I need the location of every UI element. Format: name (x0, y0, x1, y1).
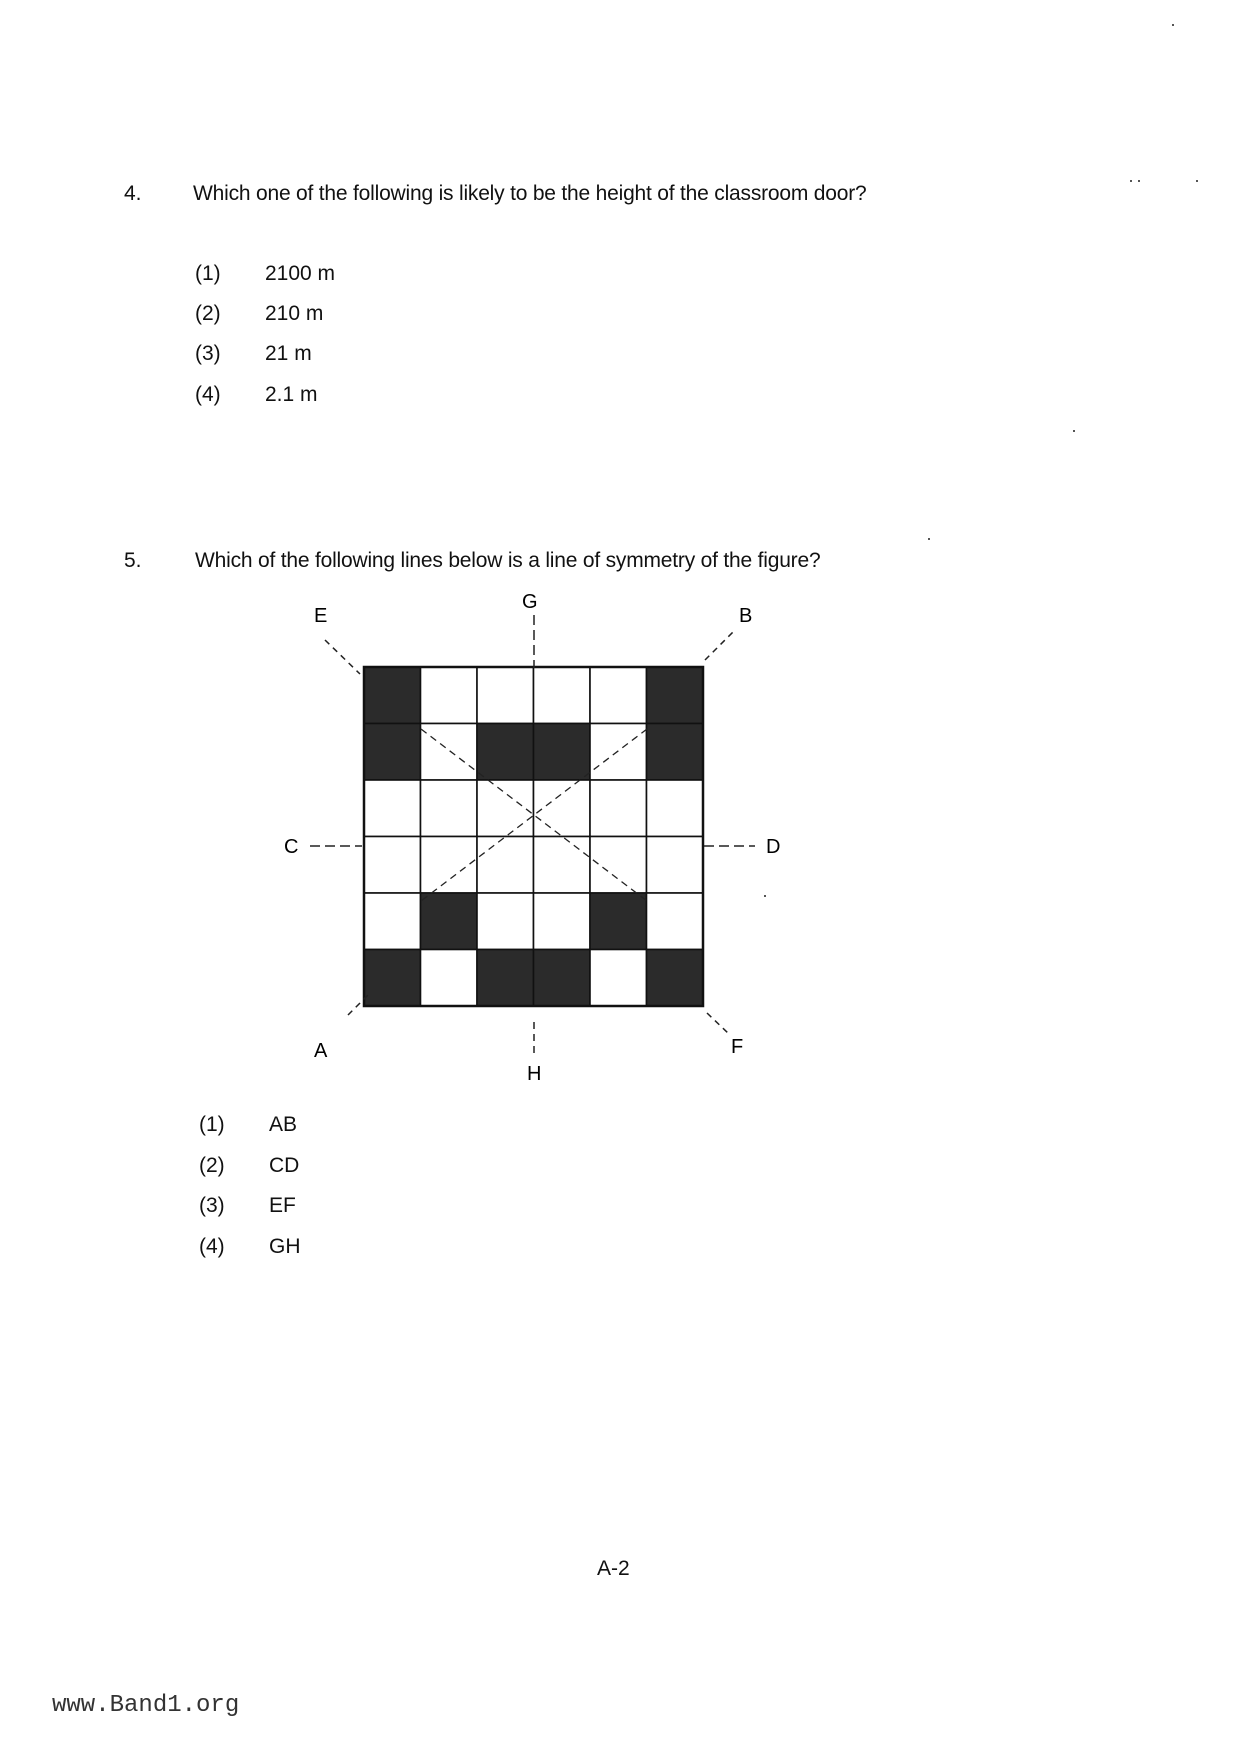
grid-cell (590, 837, 647, 894)
scan-speck (1130, 180, 1132, 182)
symmetry-figure (270, 590, 810, 1090)
option-text: 2100 m (265, 262, 336, 285)
shaded-cell (534, 950, 591, 1007)
shaded-cell (364, 667, 421, 724)
option-text: CD (269, 1154, 300, 1177)
scan-speck (1172, 24, 1174, 26)
shaded-cell (647, 667, 704, 724)
scan-speck (928, 538, 930, 540)
grid-cell (534, 837, 591, 894)
watermark: www.Band1.org (52, 1692, 240, 1719)
shaded-cell (364, 950, 421, 1007)
question-4-option-1[interactable] (195, 262, 335, 286)
grid-cell (534, 893, 591, 950)
grid-cell (421, 667, 478, 724)
label-f: F (731, 1036, 744, 1058)
option-text: AB (269, 1113, 298, 1136)
question-4-option-2[interactable] (195, 302, 323, 326)
grid-cell (590, 667, 647, 724)
option-number: (4) (199, 1235, 225, 1258)
question-5-text: Which of the following lines below is a line of symmetry of the figure? (195, 549, 821, 572)
question-5-option-4[interactable] (199, 1235, 301, 1259)
grid-cell (477, 667, 534, 724)
shaded-cell (534, 724, 591, 781)
grid-cell (364, 780, 421, 837)
question-5-option-3[interactable] (199, 1194, 296, 1218)
page-number: A-2 (597, 1557, 630, 1580)
scan-speck (1073, 430, 1075, 432)
shaded-cell (421, 893, 478, 950)
grid-cell (421, 724, 478, 781)
question-4-number: 4. (124, 182, 142, 205)
shaded-cell (647, 950, 704, 1007)
question-4-option-3[interactable] (195, 342, 312, 366)
grid-cell (647, 893, 704, 950)
question-4-option-4[interactable] (195, 383, 318, 407)
label-h: H (527, 1063, 542, 1085)
question-5-option-2[interactable] (199, 1154, 299, 1178)
shaded-cell (590, 893, 647, 950)
grid-cell (421, 780, 478, 837)
grid-cell (477, 780, 534, 837)
question-4-text: Which one of the following is likely to be the height of the classroom door? (193, 182, 867, 205)
line-ef-lower (707, 1013, 730, 1035)
option-number: (1) (199, 1113, 225, 1136)
option-number: (2) (195, 302, 221, 325)
option-number: (3) (195, 342, 221, 365)
option-text: 210 m (265, 302, 324, 325)
option-number: (2) (199, 1154, 225, 1177)
grid-cell (421, 950, 478, 1007)
grid-cell (647, 780, 704, 837)
grid-cells (364, 667, 703, 1006)
grid-cell (477, 837, 534, 894)
grid-cell (590, 950, 647, 1007)
grid-cell (364, 837, 421, 894)
grid-cell (364, 893, 421, 950)
grid-cell (590, 724, 647, 781)
label-e: E (314, 605, 328, 627)
option-number: (3) (199, 1194, 225, 1217)
question-5-number: 5. (124, 549, 142, 572)
shaded-cell (477, 950, 534, 1007)
label-g: G (522, 591, 538, 613)
question-5-option-1[interactable] (199, 1113, 297, 1137)
grid-cell (477, 893, 534, 950)
shaded-cell (477, 724, 534, 781)
grid-cell (421, 837, 478, 894)
option-text: 2.1 m (265, 383, 318, 406)
shaded-cell (364, 724, 421, 781)
grid-cell (647, 837, 704, 894)
grid-cell (590, 780, 647, 837)
grid-cell (534, 667, 591, 724)
scan-speck (1138, 180, 1140, 182)
line-ab-upper (705, 630, 735, 660)
line-ef-upper (325, 640, 360, 674)
option-number: (1) (195, 262, 221, 285)
shaded-cell (647, 724, 704, 781)
label-c: C (284, 836, 299, 858)
scan-speck (764, 895, 766, 897)
label-a: A (314, 1040, 328, 1062)
option-text: EF (269, 1194, 296, 1217)
option-number: (4) (195, 383, 221, 406)
option-text: GH (269, 1235, 301, 1258)
scan-speck (1196, 180, 1198, 182)
label-b: B (739, 605, 753, 627)
grid-cell (534, 780, 591, 837)
option-text: 21 m (265, 342, 312, 365)
label-d: D (766, 836, 781, 858)
